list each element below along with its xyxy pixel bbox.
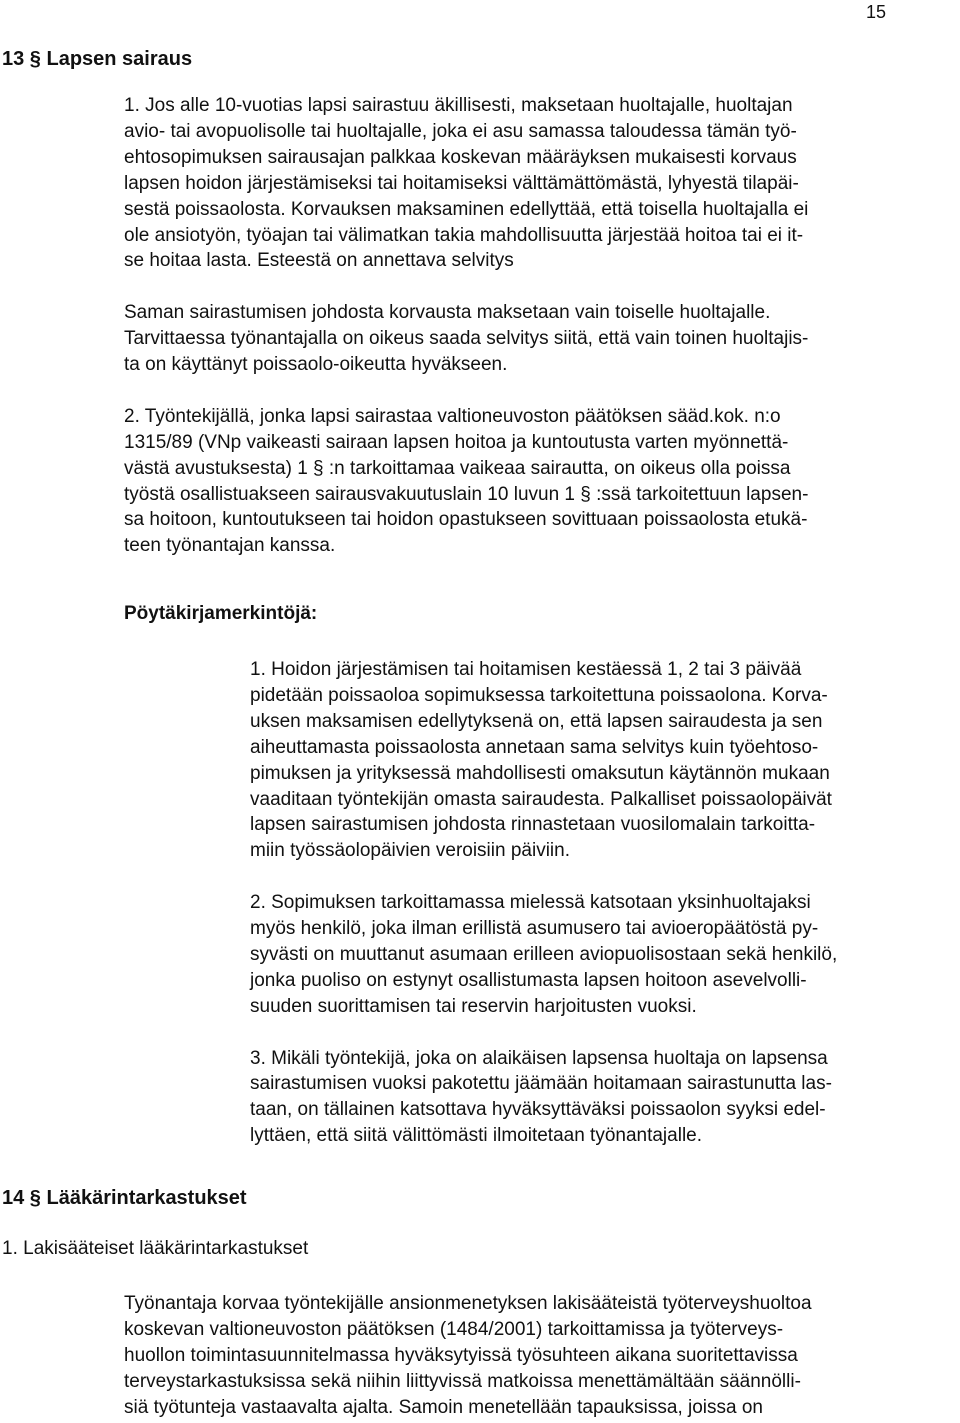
- text-line: 1. Jos alle 10-vuotias lapsi sairastuu äkillisesti, maksetaan huoltajalle, huoltajan: [124, 95, 793, 116]
- text-line: siä työtunteja vastaavalta ajalta. Samoin menetellään tapauksissa, joissa on: [124, 1396, 763, 1418]
- paragraph-2: [124, 300, 808, 378]
- text-line: koskevan valtioneuvoston päätöksen (1484/2001) tarkoittamissa ja työterveys-: [124, 1318, 784, 1340]
- section-13-heading: 13 § Lapsen sairaus: [2, 48, 193, 70]
- text-line: pidetään poissaoloa sopimuksessa tarkoitettuna poissaolona. Korva-: [250, 684, 828, 706]
- text-line: 2. Sopimuksen tarkoittamassa mielessä katsotaan yksinhuoltajaksi: [250, 892, 811, 914]
- text-line: 2. Työntekijällä, jonka lapsi sairastaa valtioneuvoston päätöksen sääd.kok. n:o: [124, 405, 781, 427]
- paragraph-3: [124, 404, 808, 559]
- text-line: terveystarkastuksissa sekä niihin liittyvissä matkoissa menettämältään säännölli-: [124, 1370, 801, 1392]
- text-line: ta on käyttänyt poissaolo-oikeutta hyväkseen.: [124, 354, 508, 376]
- text-line: 1315/89 (VNp vaikeasti sairaan lapsen hoitoa ja kuntoutusta varten myönnettä-: [124, 431, 789, 453]
- minutes-heading: Pöytäkirjamerkintöjä:: [124, 603, 318, 624]
- text-line: sairastumisen vuoksi pakotettu jäämään hoitamaan sairastunutta las-: [250, 1073, 832, 1095]
- note-1: [250, 657, 837, 864]
- text-line: 1. Hoidon järjestämisen tai hoitamisen kestäessä 1, 2 tai 3 päivää: [250, 659, 802, 680]
- text-line: lapsen sairastumisen johdosta rinnastetaan vuosilomalain tarkoitta-: [250, 814, 816, 836]
- text-line: avio- tai avopuolisolle tai huoltajalle, joka ei asu samassa taloudessa tämän työ-: [124, 120, 797, 142]
- text-line: Saman sairastumisen johdosta korvausta maksetaan vain toiselle huoltajalle.: [124, 302, 771, 324]
- text-line: sestä poissaolosta. Korvauksen maksaminen edellyttää, että toisella huoltajalla ei: [124, 198, 809, 220]
- text-line: Työnantaja korvaa työntekijälle ansionmenetyksen lakisääteistä työterveyshuoltoa: [124, 1293, 812, 1314]
- text-line: vaaditaan työntekijän omasta sairaudesta. Palkalliset poissaolopäivät: [250, 788, 832, 810]
- section-13-body: [124, 93, 808, 559]
- note-3: [250, 1046, 837, 1150]
- text-line: lapsen hoidon järjestämiseksi tai hoitamiseksi välttämättömästä, lyhyestä tilapäi-: [124, 172, 799, 194]
- text-line: ehtosopimuksen sairausajan palkkaa koskevan määräyksen mukaisesti korvaus: [124, 146, 797, 168]
- text-line: uksen maksamisen edellytyksenä on, että lapsen sairaudesta ja sen: [250, 710, 823, 732]
- text-line: työstä osallistuakseen sairausvakuutuslain 10 luvun 1 § :ssä tarkoitettuun lapsen-: [124, 483, 809, 505]
- text-line: syvästi on muuttanut asumaan erilleen aviopuolisostaan sekä henkilö,: [250, 943, 838, 965]
- text-line: västä avustuksesta) 1 § :n tarkoittamaa vaikeaa sairautta, on oikeus olla poissa: [124, 457, 791, 479]
- section-14-heading: 14 § Lääkärintarkastukset: [2, 1187, 247, 1209]
- text-line: jonka puoliso on estynyt osallistumasta lapsen hoitoon asevelvolli-: [250, 969, 807, 991]
- text-line: pimuksen ja yrityksessä mahdollisesti omaksutun käytännön mukaan: [250, 762, 830, 784]
- text-line: ole ansiotyön, työajan tai välimatkan takia mahdollisuutta järjestää hoitoa tai ei it-: [124, 224, 804, 246]
- text-line: suuden suorittamisen tai reservin harjoitusten vuoksi.: [250, 995, 697, 1017]
- text-line: lyttäen, että siitä välittömästi ilmoitetaan työnantajalle.: [250, 1125, 703, 1147]
- minutes-notes: [250, 657, 837, 1149]
- note-2: [250, 890, 837, 1020]
- text-line: 3. Mikäli työntekijä, joka on alaikäisen lapsensa huoltaja on lapsensa: [250, 1047, 828, 1069]
- paragraph-1: [124, 93, 808, 274]
- text-line: miin työssäolopäivien veroisiin päiviin.: [250, 840, 570, 862]
- text-line: huollon toimintasuunnitelmassa hyväksytyissä työsuhteen aikana suoritettavissa: [124, 1344, 798, 1366]
- text-line: sa hoitoon, kuntoutukseen tai hoidon opastukseen sovittuaan poissaolosta etukä-: [124, 509, 808, 531]
- text-line: taan, on tällainen katsottava hyväksyttäväksi poissaolon syyksi edel-: [250, 1099, 826, 1121]
- page-number: 15: [866, 2, 887, 22]
- text-line: teen työnantajan kanssa.: [124, 535, 336, 557]
- text-line: se hoitaa lasta. Esteestä on annettava selvitys: [124, 250, 514, 272]
- text-line: myös henkilö, joka ilman erillistä asumusero tai avioeropäätöstä py-: [250, 918, 819, 940]
- text-line: aiheuttamasta poissaolosta annetaan sama selvitys kuin työehtoso-: [250, 736, 819, 758]
- section-14-body: [124, 1291, 812, 1421]
- section-14-subheading: 1. Lakisääteiset lääkärintarkastukset: [2, 1238, 309, 1259]
- text-line: Tarvittaessa työnantajalla on oikeus saada selvitys siitä, että vain toinen huoltajis-: [124, 328, 809, 350]
